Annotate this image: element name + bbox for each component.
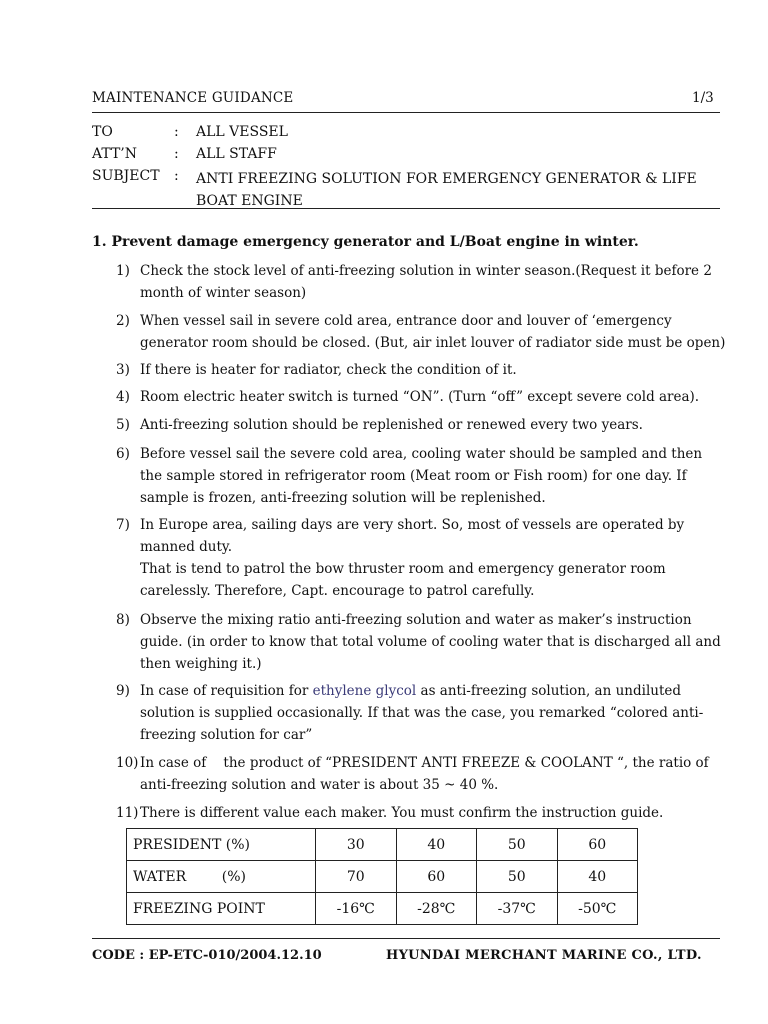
- list-item-number: 8): [116, 612, 130, 628]
- list-item-text: Observe the mixing ratio anti-freezing solution and water as maker’s instruction guide. (in order to know that total volume of cooling water that is discharged all and then weighing it.): [140, 612, 721, 672]
- list-item: [116, 680, 728, 746]
- list-item: [116, 414, 728, 436]
- table-cell: -50℃: [557, 893, 638, 925]
- table-row-label: PRESIDENT (%): [127, 829, 316, 861]
- list-item-number: 10): [116, 755, 139, 771]
- document-code: CODE : EP-ETC-010/2004.12.10: [92, 948, 322, 963]
- subject-rule: [92, 208, 720, 209]
- freezing-point-table: [126, 828, 638, 925]
- table-row: [127, 829, 638, 861]
- table-cell: 40: [396, 829, 477, 861]
- meta-attn-key: ATT’N: [92, 146, 137, 162]
- table-cell: 70: [316, 861, 397, 893]
- list-item-text: Check the stock level of anti-freezing solution in winter season.(Request it before 2 month of winter season): [140, 263, 712, 301]
- list-item-text: If there is heater for radiator, check the condition of it.: [140, 362, 517, 378]
- list-item-text-part: as anti-freezing solution, an undiluted solution is supplied occasionally. If that was the case, you remarked “colored anti-freezing solution for car”: [140, 683, 704, 743]
- table-cell: 50: [477, 829, 558, 861]
- list-item-number: 3): [116, 362, 130, 378]
- meta-subject-key: SUBJECT: [92, 168, 160, 184]
- list-item-number: 6): [116, 446, 130, 462]
- list-item-text: Anti-freezing solution should be replenished or renewed every two years.: [140, 417, 643, 433]
- list-item-number: 2): [116, 313, 130, 329]
- meta-to-key: TO: [92, 124, 113, 140]
- table-cell: 60: [557, 829, 638, 861]
- list-item-number: 11): [116, 805, 139, 821]
- footer-rule: [92, 938, 720, 939]
- company-name: HYUNDAI MERCHANT MARINE CO., LTD.: [386, 948, 702, 963]
- list-item-text: In Europe area, sailing days are very short. So, most of vessels are operated by manned duty.: [140, 517, 685, 555]
- list-item-text-part: In case of requisition for: [140, 683, 313, 699]
- document-header-title: MAINTENANCE GUIDANCE: [92, 90, 294, 106]
- table-cell: -37℃: [477, 893, 558, 925]
- table-cell: -16℃: [316, 893, 397, 925]
- table-cell: 40: [557, 861, 638, 893]
- meta-attn-colon: :: [174, 146, 179, 162]
- list-item-number: 9): [116, 683, 130, 699]
- list-item-number: 1): [116, 263, 130, 279]
- list-item-number: 4): [116, 389, 130, 405]
- list-item-text: When vessel sail in severe cold area, entrance door and louver of ‘emergency generator room should be closed. (But, air inlet louver of radiator side must be open): [140, 313, 726, 351]
- list-item-number: 5): [116, 417, 130, 433]
- list-item: [116, 310, 728, 354]
- meta-to-value: ALL VESSEL: [196, 124, 288, 140]
- list-item: [116, 609, 728, 675]
- list-item-text: In case of the product of “PRESIDENT ANTI FREEZE & COOLANT “, the ratio of anti-freezing solution and water is about 35 ~ 40 %.: [140, 755, 713, 793]
- meta-subject-colon: :: [174, 168, 179, 184]
- list-item: [116, 514, 728, 602]
- list-item: [116, 443, 728, 509]
- list-item-text: [140, 680, 728, 746]
- page-number: 1/3: [692, 90, 714, 106]
- table-row: [127, 893, 638, 925]
- list-item: [116, 752, 728, 796]
- table-row: [127, 861, 638, 893]
- table-row-label: FREEZING POINT: [127, 893, 316, 925]
- table-cell: 60: [396, 861, 477, 893]
- table-row-label: WATER (%): [127, 861, 316, 893]
- list-item: [116, 802, 728, 824]
- list-item-text: There is different value each maker. You must confirm the instruction guide.: [140, 805, 664, 821]
- section-title: 1. Prevent damage emergency generator and L/Boat engine in winter.: [92, 234, 639, 250]
- list-item: [116, 260, 728, 304]
- meta-to-colon: :: [174, 124, 179, 140]
- table-cell: 30: [316, 829, 397, 861]
- list-item-text: Room electric heater switch is turned “ON”. (Turn “off” except severe cold area).: [140, 389, 700, 405]
- list-item: [116, 386, 728, 408]
- list-item-number: 7): [116, 517, 130, 533]
- list-item-text: Before vessel sail the severe cold area, cooling water should be sampled and then the sample stored in refrigerator room (Meat room or Fish room) for one day. If sample is frozen, anti-freezing solution will be replenished.: [140, 446, 703, 506]
- table-cell: -28℃: [396, 893, 477, 925]
- table-cell: 50: [477, 861, 558, 893]
- meta-attn-value: ALL STAFF: [196, 146, 277, 162]
- ethylene-glycol-term: ethylene glycol: [312, 683, 417, 699]
- list-item-text-continued: That is tend to patrol the bow thruster room and emergency generator room carelessly. Therefore, Capt. encourage to patrol carefully.: [140, 561, 666, 599]
- header-rule: [92, 112, 720, 113]
- meta-subject-value: ANTI FREEZING SOLUTION FOR EMERGENCY GENERATOR & LIFE BOAT ENGINE: [196, 171, 697, 209]
- list-item: [116, 359, 728, 381]
